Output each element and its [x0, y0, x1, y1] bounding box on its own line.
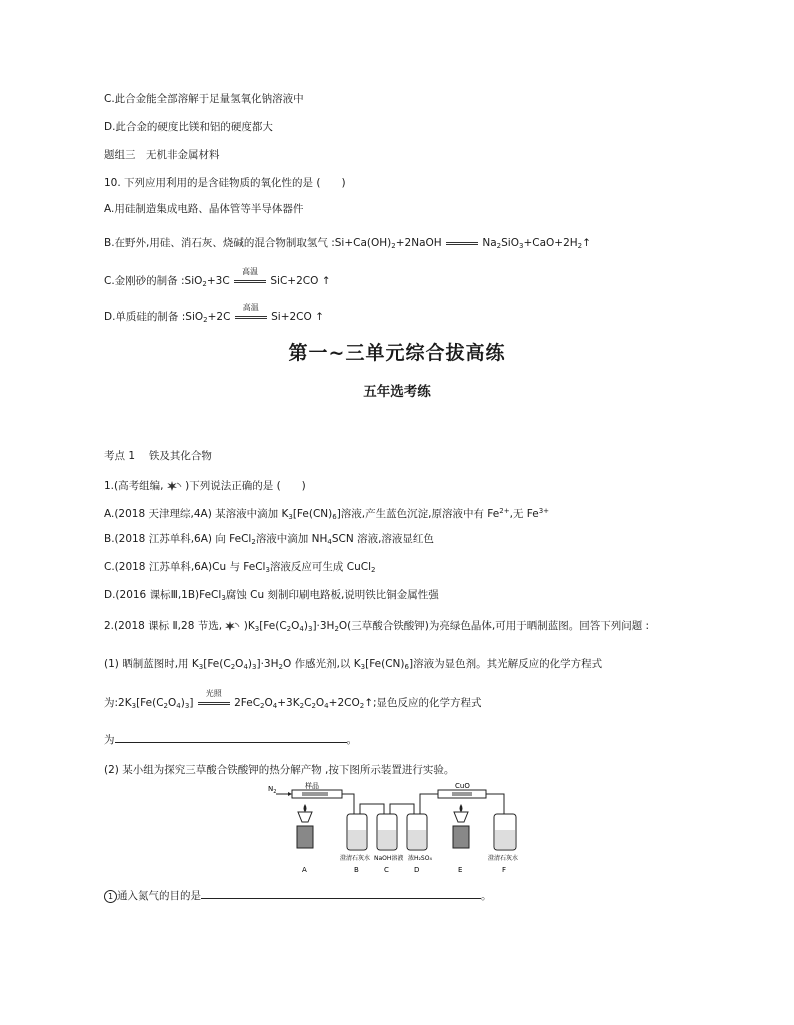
q1-option-a: A.(2018 天津理综,4A) 某溶液中滴加 $K_3[Fe(CN)_6]$溶液,产生蓝色沉淀,原溶液中有 $Fe^{2+}$,无 $Fe^{3+}$ — [104, 507, 550, 521]
label-b: B — [354, 866, 359, 874]
label-f: F — [502, 866, 507, 874]
circled-number: 1 — [104, 890, 117, 903]
q1-stem: 1.(高考组编, )下列说法正确的是 ( ) — [104, 480, 306, 492]
q2-part1-equation: 为$:2K_3[Fe(C_2O_4)_3]$ 光照 $2FeC_2O_4+3K_2C_2O_4+2CO_2↑$;显色反应的化学方程式 — [104, 689, 482, 710]
q10-option-c: C.金刚砂的制备 :SiO$_2$+3C 高温 SiC+2CO ↑ — [104, 267, 331, 288]
section-title: 第一~三单元综合拔高练 — [288, 342, 506, 364]
q2-part2-sub1: 1 通入氮气的目的是 。 — [104, 887, 492, 903]
q9-option-c: C.此合金能全部溶解于足量氢氧化钠溶液中 — [104, 93, 304, 105]
q2-part2: (2) 某小组为探究三草酸合铁酸钾的热分解产物 ,按下图所示装置进行实验。 — [104, 764, 455, 776]
point-heading: 考点 1 铁及其化合物 — [104, 450, 212, 462]
equation-arrow: 高温 — [234, 310, 268, 324]
q10-stem: 10. 下列应用利用的是含硅物质的氧化性的是 ( ) — [104, 177, 346, 189]
cuo-label: CuO — [455, 782, 470, 790]
apparatus-diagram — [268, 782, 538, 877]
star-burst-icon — [167, 481, 182, 491]
group-heading: 题组三 无机非金属材料 — [104, 149, 220, 161]
section-subtitle: 五年选考练 — [363, 384, 431, 400]
label-d: D — [414, 866, 420, 874]
reagent-c: NaOH溶液 — [374, 855, 404, 862]
q10-option-b: B.在野外,用硅、消石灰、烧碱的混合物制取氢气 $:Si+Ca(OH)_2+2NaOH$ $Na_2SiO_3+CaO+2H_2↑$ — [104, 237, 591, 250]
label-e: E — [458, 866, 463, 874]
sample-label: 样品 — [305, 782, 319, 790]
q9-option-d: D.此合金的硬度比镁和铝的硬度都大 — [104, 121, 273, 133]
reagent-b: 澄清石灰水 — [340, 855, 371, 862]
label-a: A — [302, 866, 307, 874]
q10-option-d: D.单质硅的制备 :SiO$_2$+2C 高温 Si+2CO ↑ — [104, 303, 324, 324]
q10-option-a: A.用硅制造集成电路、晶体管等半导体器件 — [104, 203, 304, 215]
star-burst-icon — [225, 621, 240, 631]
reagent-d: 浓H₂SO₄ — [408, 855, 432, 862]
reagent-f: 澄清石灰水 — [488, 855, 519, 862]
q1-option-c: C.(2018 江苏单科,6A)Cu 与 FeCl$_3$溶液反应可生成 CuCl$_2$ — [104, 561, 376, 574]
equation-arrow: 高温 — [233, 274, 267, 288]
answer-blank[interactable] — [201, 887, 481, 899]
q2-part1: (1) 晒制蓝图时,用 $K_3[Fe(C_2O_4)_3]\cdot 3H_2O$ 作感光剂,以 $K_3[Fe(CN)_6]$溶液为显色剂。其光解反应的化学方程式 — [104, 658, 603, 671]
answer-blank[interactable] — [115, 731, 347, 743]
equation-arrow — [445, 236, 479, 250]
equation-arrow: 光照 — [197, 696, 231, 710]
q2-stem: 2.(2018 课标 Ⅱ,28 节选, )$K_3[Fe(C_2O_4)_3]\cdot 3H_2O$(三草酸合铁酸钾)为亮绿色晶体,可用于晒制蓝图。回答下列问题 : — [104, 620, 650, 633]
n2-label: $N_2$ — [268, 785, 277, 795]
q1-option-b: B.(2018 江苏单科,6A) 向 FeCl$_2$溶液中滴加 $NH_4SCN$ 溶液,溶液显红色 — [104, 533, 434, 546]
q1-option-d: D.(2016 课标Ⅲ,1B)FeCl$_3$腐蚀 Cu 刻制印刷电路板,说明铁比铜金属性强 — [104, 589, 439, 602]
label-c: C — [384, 866, 389, 874]
q2-part1-answer: 为 。 — [104, 731, 357, 747]
